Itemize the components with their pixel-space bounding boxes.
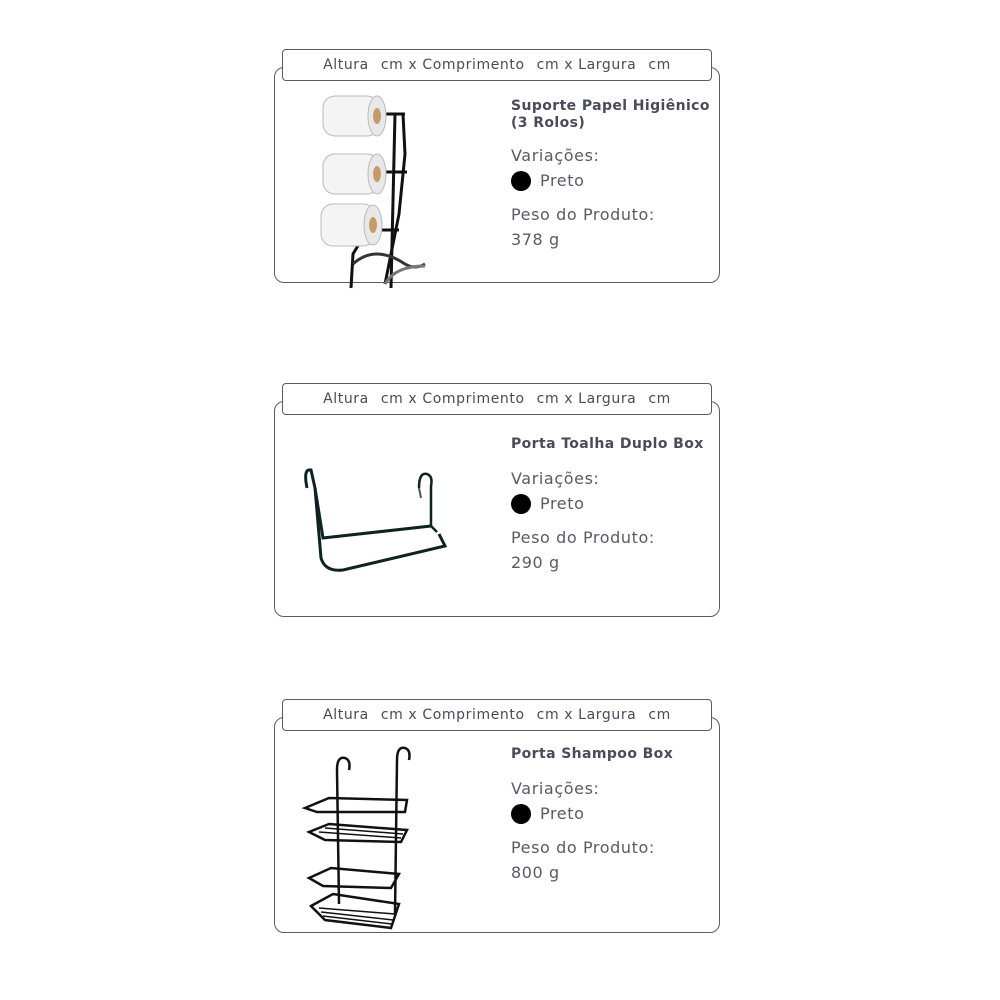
toilet-paper-holder-icon bbox=[295, 94, 465, 300]
variations-label: Variações: bbox=[511, 779, 600, 798]
weight-label: Peso do Produto: bbox=[511, 528, 655, 547]
dims-height-label: Altura bbox=[323, 391, 369, 407]
weight-value: 378 g bbox=[511, 230, 560, 249]
product-name bbox=[511, 746, 711, 763]
towel-rack-icon bbox=[295, 428, 465, 634]
variation-option[interactable] bbox=[511, 494, 711, 514]
dims-unit-label: cm bbox=[648, 391, 671, 407]
variations-label: Variações: bbox=[511, 469, 600, 488]
dims-width-label: cm x Largura bbox=[536, 391, 637, 407]
product-name bbox=[511, 436, 711, 453]
product-name-line1: Suporte Papel Higiênico bbox=[511, 98, 710, 114]
variation-name: Preto bbox=[540, 804, 585, 823]
product-name-line1: Porta Shampoo Box bbox=[511, 746, 674, 762]
dims-height-label: Altura bbox=[323, 57, 369, 73]
dims-unit-label: cm bbox=[648, 707, 671, 723]
dims-width-label: cm x Largura bbox=[536, 707, 637, 723]
dimensions-bar bbox=[282, 383, 712, 415]
variation-name: Preto bbox=[540, 171, 585, 190]
product-card-body bbox=[274, 67, 720, 283]
dimensions-bar bbox=[282, 699, 712, 731]
dims-length-label: cm x Comprimento bbox=[380, 57, 525, 73]
product-name bbox=[511, 98, 711, 132]
product-info bbox=[511, 436, 711, 573]
dims-height-label: Altura bbox=[323, 707, 369, 723]
dims-length-label: cm x Comprimento bbox=[380, 391, 525, 407]
product-info bbox=[511, 98, 711, 250]
dims-width-label: cm x Largura bbox=[536, 57, 637, 73]
color-swatch-black[interactable] bbox=[511, 171, 531, 191]
variations-label: Variações: bbox=[511, 146, 600, 165]
dims-unit-label: cm bbox=[648, 57, 671, 73]
shampoo-shelf-icon bbox=[295, 744, 465, 950]
weight-value: 800 g bbox=[511, 863, 560, 882]
weight-label: Peso do Produto: bbox=[511, 838, 655, 857]
dims-length-label: cm x Comprimento bbox=[380, 707, 525, 723]
product-card-toilet-paper-holder bbox=[274, 49, 720, 283]
product-card-shampoo-shelf bbox=[274, 699, 720, 933]
weight-label: Peso do Produto: bbox=[511, 205, 655, 224]
product-card-body bbox=[274, 401, 720, 617]
color-swatch-black[interactable] bbox=[511, 494, 531, 514]
variation-option[interactable] bbox=[511, 171, 711, 191]
weight-value: 290 g bbox=[511, 553, 560, 572]
product-name-line2: (3 Rolos) bbox=[511, 115, 586, 131]
product-card-body bbox=[274, 717, 720, 933]
variation-option[interactable] bbox=[511, 804, 711, 824]
product-info bbox=[511, 746, 711, 883]
product-card-towel-rack bbox=[274, 383, 720, 617]
variation-name: Preto bbox=[540, 494, 585, 513]
product-name-line1: Porta Toalha Duplo Box bbox=[511, 436, 704, 452]
dimensions-bar bbox=[282, 49, 712, 81]
color-swatch-black[interactable] bbox=[511, 804, 531, 824]
